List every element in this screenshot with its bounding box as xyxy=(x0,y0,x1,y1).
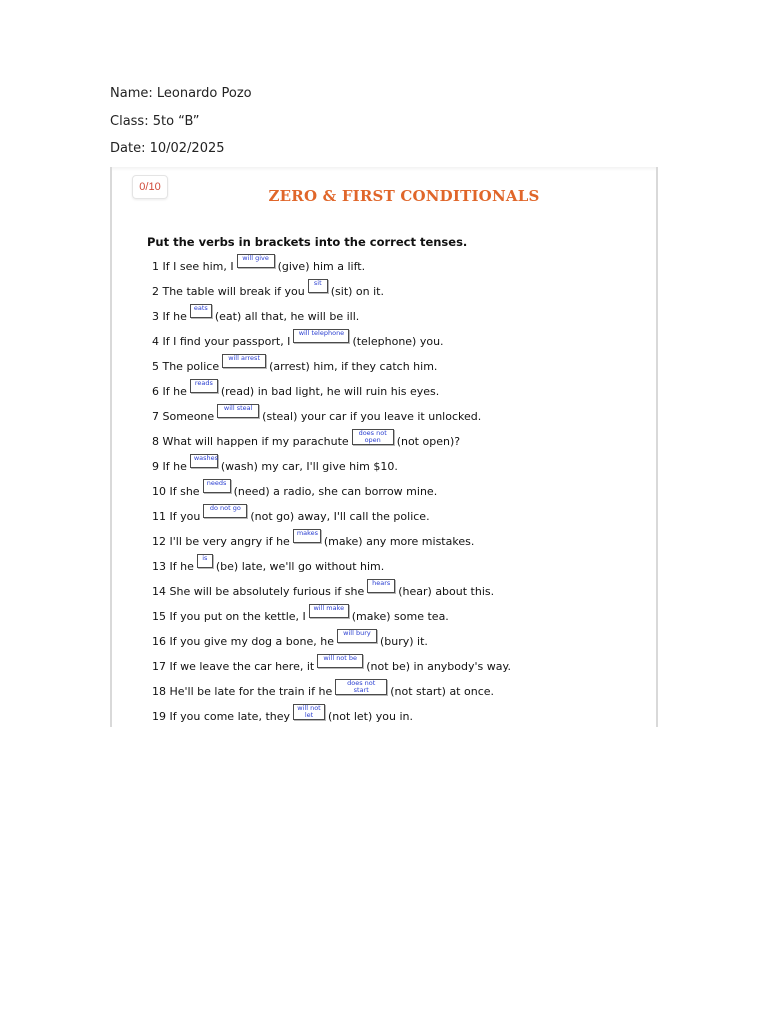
item-text-after: (not be) in anybody's way. xyxy=(366,660,511,673)
answer-field[interactable]: hears xyxy=(367,579,395,593)
item-text-before: 14 She will be absolutely furious if she xyxy=(152,585,365,598)
exercise-item xyxy=(152,679,495,701)
exercise-item xyxy=(152,479,438,499)
worksheet-instruction: Put the verbs in brackets into the correct tenses. xyxy=(147,235,468,249)
exercise-item xyxy=(152,554,385,574)
answer-field[interactable]: does not open xyxy=(352,429,394,445)
exercise-item xyxy=(152,579,495,599)
item-text-after: (read) in bad light, he will ruin his eyes. xyxy=(220,385,440,398)
exercise-item xyxy=(152,454,398,474)
answer-field[interactable]: will arrest xyxy=(222,354,266,368)
exercise-item xyxy=(152,429,461,451)
answer-field[interactable]: eats xyxy=(190,304,212,318)
answer-field[interactable]: reads xyxy=(190,379,218,393)
date-line: Date: 10/02/2025 xyxy=(110,141,225,156)
answer-field[interactable]: will make xyxy=(309,604,349,618)
item-text-before: 10 If she xyxy=(152,485,200,498)
item-text-after: (bury) it. xyxy=(379,635,428,648)
answer-field[interactable]: will give xyxy=(237,254,275,268)
answer-field[interactable]: does not start xyxy=(335,679,387,695)
item-text-before: 8 What will happen if my parachute xyxy=(152,435,349,448)
item-text-after: (make) some tea. xyxy=(351,610,449,623)
item-text-after: (eat) all that, he will be ill. xyxy=(214,310,360,323)
item-text-after: (wash) my car, I'll give him $10. xyxy=(220,460,398,473)
answer-field[interactable]: sit xyxy=(308,279,328,293)
item-text-before: 13 If he xyxy=(152,560,194,573)
worksheet-screenshot xyxy=(110,167,658,727)
answer-field[interactable]: will telephone xyxy=(293,329,349,343)
item-text-after: (sit) on it. xyxy=(330,285,384,298)
exercise-item xyxy=(152,629,428,649)
item-text-before: 2 The table will break if you xyxy=(152,285,305,298)
item-text-after: (steal) your car if you leave it unlocked. xyxy=(262,410,482,423)
item-text-before: 3 If he xyxy=(152,310,187,323)
exercise-item xyxy=(152,604,449,624)
exercise-item xyxy=(152,254,366,274)
item-text-after: (not start) at once. xyxy=(390,685,495,698)
student-name: Name: Leonardo Pozo xyxy=(110,86,252,101)
item-text-after: (not open)? xyxy=(396,435,461,448)
item-text-after: (need) a radio, she can borrow mine. xyxy=(233,485,438,498)
answer-field[interactable]: makes xyxy=(293,529,321,543)
student-class: Class: 5to “B” xyxy=(110,114,200,129)
exercise-item xyxy=(152,279,384,299)
item-text-after: (make) any more mistakes. xyxy=(323,535,475,548)
item-text-before: 7 Someone xyxy=(152,410,215,423)
item-text-after: (not let) you in. xyxy=(328,710,413,723)
item-text-before: 11 If you xyxy=(152,510,201,523)
item-text-after: (give) him a lift. xyxy=(277,260,366,273)
answer-field[interactable]: is xyxy=(197,554,213,568)
exercise-item xyxy=(152,379,440,399)
sheet-top-edge xyxy=(112,167,656,171)
exercise-item xyxy=(152,704,413,726)
item-text-before: 1 If I see him, I xyxy=(152,260,234,273)
item-text-before: 6 If he xyxy=(152,385,187,398)
item-text-after: (telephone) you. xyxy=(352,335,444,348)
item-text-before: 19 If you come late, they xyxy=(152,710,291,723)
item-text-after: (hear) about this. xyxy=(398,585,495,598)
exercise-item xyxy=(152,304,360,324)
exercise-item xyxy=(152,529,475,549)
score-badge: 0/10 xyxy=(132,175,168,199)
exercise-item xyxy=(152,654,511,674)
exercise-item xyxy=(152,329,444,349)
exercise-item xyxy=(152,504,430,524)
item-text-before: 9 If he xyxy=(152,460,187,473)
answer-field[interactable]: will not let xyxy=(293,704,325,720)
exercise-item xyxy=(152,354,438,374)
answer-field[interactable]: will not be xyxy=(317,654,363,668)
item-text-before: 16 If you give my dog a bone, he xyxy=(152,635,334,648)
answer-field[interactable]: will steal xyxy=(217,404,259,418)
item-text-before: 5 The police xyxy=(152,360,220,373)
item-text-before: 17 If we leave the car here, it xyxy=(152,660,315,673)
item-text-before: 18 He'll be late for the train if he xyxy=(152,685,333,698)
worksheet-title: ZERO & FIRST CONDITIONALS xyxy=(268,187,540,205)
answer-field[interactable]: do not go xyxy=(203,504,247,518)
item-text-after: (arrest) him, if they catch him. xyxy=(269,360,438,373)
item-text-before: 4 If I find your passport, I xyxy=(152,335,291,348)
item-text-before: 12 I'll be very angry if he xyxy=(152,535,290,548)
item-text-after: (be) late, we'll go without him. xyxy=(215,560,385,573)
item-text-before: 15 If you put on the kettle, I xyxy=(152,610,306,623)
answer-field[interactable]: washes xyxy=(190,454,218,468)
item-text-after: (not go) away, I'll call the police. xyxy=(250,510,430,523)
exercise-item xyxy=(152,404,482,424)
answer-field[interactable]: needs xyxy=(203,479,231,493)
answer-field[interactable]: will bury xyxy=(337,629,377,643)
